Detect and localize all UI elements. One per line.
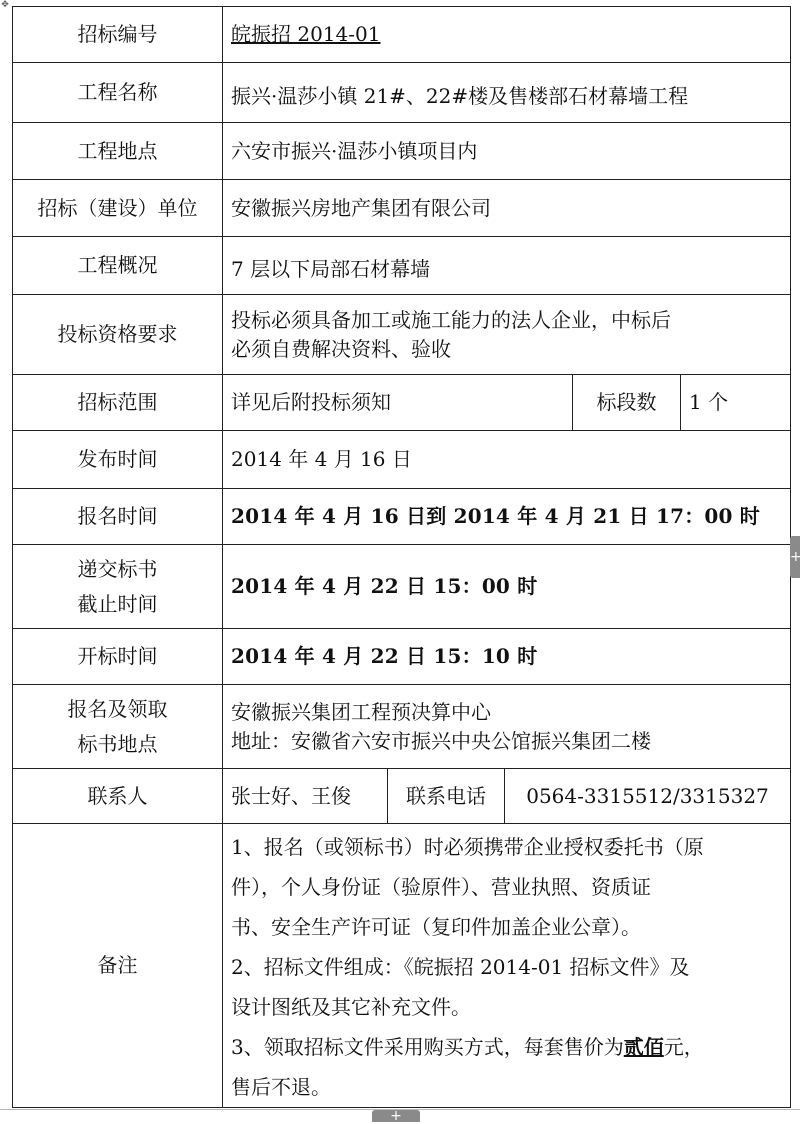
value-opening-time: 2014 年 4 月 22 日 15：10 时: [223, 629, 791, 685]
qualification-line-1: 投标必须具备加工或施工能力的法人企业，中标后: [231, 307, 671, 332]
label-publish-time: 发布时间: [13, 431, 223, 489]
value-contact: 张士好、王俊: [223, 769, 388, 824]
row-project-name: [13, 63, 791, 123]
remarks-line-5: 设计图纸及其它补充文件。: [231, 994, 471, 1019]
remarks-line-6-suffix: 元，: [663, 1034, 704, 1059]
label-opening-time: 开标时间: [13, 629, 223, 685]
value-remarks: [223, 824, 791, 1108]
register-place-label-line-2: 标书地点: [77, 731, 158, 756]
row-tender-unit: [13, 180, 791, 237]
label-sections: 标段数: [573, 375, 681, 431]
value-bid-no: 皖振招 2014-01: [223, 7, 791, 63]
value-project-name: 振兴·温莎小镇 21#、22#楼及售楼部石材幕墙工程: [223, 63, 791, 123]
row-overview: [13, 237, 791, 295]
value-overview: 7 层以下局部石材幕墙: [223, 237, 791, 295]
value-qualification: [223, 295, 791, 375]
row-register-time: [13, 489, 791, 545]
label-contact: 联系人: [13, 769, 223, 824]
value-register-place: [223, 685, 791, 769]
row-register-place: [13, 685, 791, 769]
remarks-line-6: [231, 1027, 782, 1067]
label-project-name: 工程名称: [13, 63, 223, 123]
value-sections: 1 个: [681, 375, 791, 431]
value-tender-unit: 安徽振兴房地产集团有限公司: [223, 180, 791, 237]
register-place-line-2: 地址：安徽省六安市振兴中央公馆振兴集团二楼: [231, 728, 651, 753]
value-publish-time: 2014 年 4 月 16 日: [223, 431, 791, 489]
label-qualification: 投标资格要求: [13, 295, 223, 375]
label-overview: 工程概况: [13, 237, 223, 295]
remarks-price: 贰佰: [623, 1034, 664, 1059]
deadline-label-line-2: 截止时间: [77, 591, 158, 616]
row-scope: [13, 375, 791, 431]
add-row-handle-icon[interactable]: +: [372, 1110, 420, 1122]
contact-phone-cell: [388, 769, 791, 824]
remarks-line-2: 件），个人身份证（验原件）、营业执照、资质证: [231, 874, 651, 899]
value-deadline: 2014 年 4 月 22 日 15：00 时: [223, 545, 791, 629]
row-publish-time: [13, 431, 791, 489]
remarks-line-7: 售后不退。: [231, 1074, 331, 1099]
remarks-line-6-prefix: 3、领取招标文件采用购买方式，每套售价为: [231, 1034, 624, 1059]
row-bid-no: [13, 7, 791, 63]
table-move-handle-icon[interactable]: ✥: [1, 0, 9, 10]
value-project-location: 六安市振兴·温莎小镇项目内: [223, 123, 791, 180]
label-remarks: 备注: [13, 824, 223, 1108]
remarks-line-1: 1、报名（或领标书）时必须携带企业授权委托书（原: [231, 834, 704, 859]
add-column-handle-icon[interactable]: +: [790, 536, 800, 578]
label-register-place: [13, 685, 223, 769]
remarks-line-3: 书、安全生产许可证（复印件加盖企业公章）。: [231, 914, 641, 939]
qualification-line-2: 必须自费解决资料、验收: [231, 336, 451, 361]
deadline-label-line-1: 递交标书: [77, 556, 158, 581]
label-scope: 招标范围: [13, 375, 223, 431]
value-scope: 详见后附投标须知: [223, 375, 573, 431]
register-place-label-line-1: 报名及领取: [67, 696, 168, 721]
register-place-line-1: 安徽振兴集团工程预决算中心: [231, 699, 491, 724]
row-qualification: [13, 295, 791, 375]
label-bid-no: 招标编号: [13, 7, 223, 63]
tender-notice-table: [12, 6, 790, 1108]
row-opening-time: [13, 629, 791, 685]
row-contact: [13, 769, 791, 824]
value-register-time: 2014 年 4 月 16 日到 2014 年 4 月 21 日 17：00 时: [223, 489, 791, 545]
row-remarks: [13, 824, 791, 1108]
label-tender-unit: 招标（建设）单位: [13, 180, 223, 237]
remarks-line-4: 2、招标文件组成：《皖振招 2014-01 招标文件》及: [231, 954, 690, 979]
row-project-location: [13, 123, 791, 180]
label-phone: 联系电话: [388, 769, 505, 823]
label-project-location: 工程地点: [13, 123, 223, 180]
value-phone: 0564-3315512/3315327: [526, 783, 769, 808]
label-register-time: 报名时间: [13, 489, 223, 545]
label-deadline: [13, 545, 223, 629]
row-deadline: [13, 545, 791, 629]
